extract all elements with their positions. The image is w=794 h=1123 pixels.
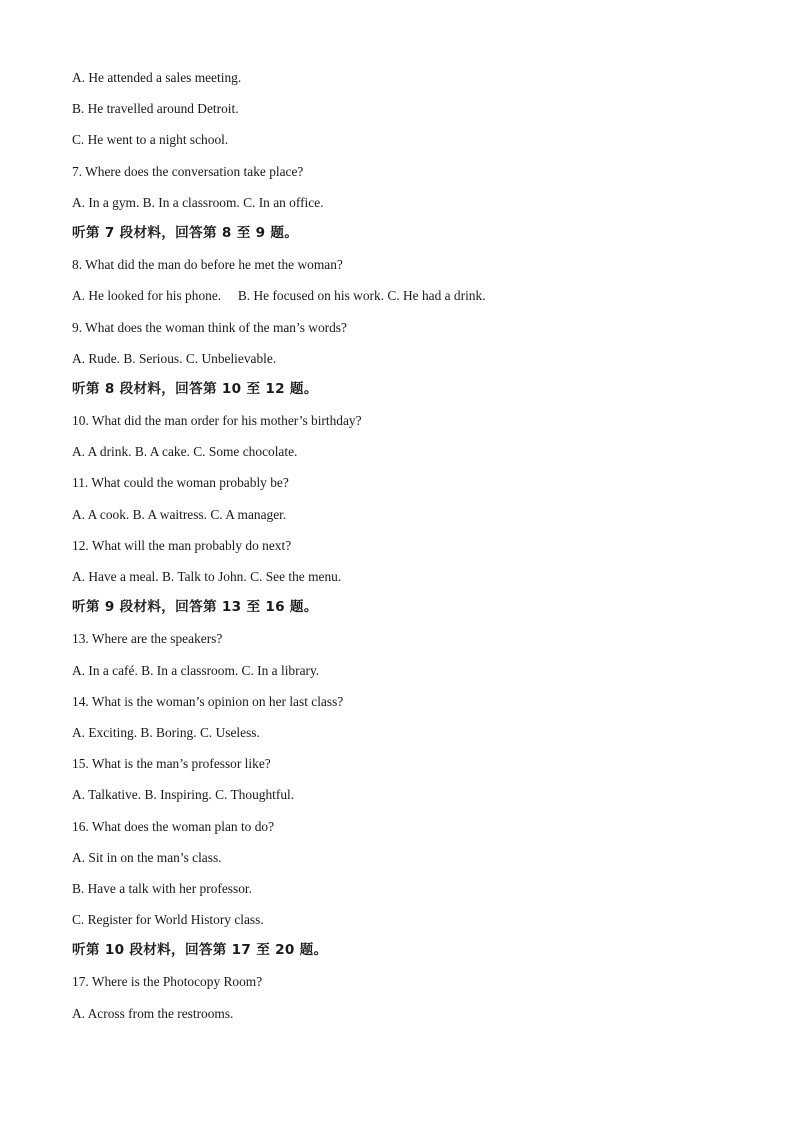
answer-option-line: A. In a gym. B. In a classroom. C. In an office.: [72, 194, 324, 210]
answer-option-line: A. Have a meal. B. Talk to John. C. See the menu.: [72, 569, 342, 584]
answer-option-line: A. He looked for his phone. B. He focused on his work. C. He had a drink.: [72, 288, 486, 304]
answer-option-line: C. He went to a night school.: [72, 132, 229, 148]
section-heading: 听第 8 段材料，回答第 10 至 12 题。: [72, 380, 318, 397]
question-text: 12. What will the man probably do next?: [72, 537, 292, 553]
answer-option-line: A. A drink. B. A cake. C. Some chocolate.: [72, 444, 298, 460]
question-text: 14. What is the woman’s opinion on her last class?: [72, 693, 344, 709]
question-text: 13. Where are the speakers?: [72, 631, 223, 647]
question-text: 10. What did the man order for his mother’s birthday?: [72, 413, 362, 429]
answer-option-line: A. Talkative. B. Inspiring. C. Thoughtful.: [72, 787, 295, 803]
answer-option-line: C. Register for World History class.: [72, 912, 264, 928]
document-page: [72, 62, 732, 1029]
answer-option-line: A. In a café. B. In a classroom. C. In a library.: [72, 662, 320, 678]
question-text: 15. What is the man’s professor like?: [72, 756, 271, 772]
section-heading: 听第 10 段材料，回答第 17 至 20 题。: [72, 942, 328, 959]
question-text: 16. What does the woman plan to do?: [72, 818, 275, 834]
question-text: 7. Where does the conversation take place?: [72, 163, 304, 179]
answer-option-line: A. A cook. B. A waitress. C. A manager.: [72, 506, 287, 522]
question-text: 8. What did the man do before he met the woman?: [72, 257, 343, 273]
question-text: 9. What does the woman think of the man’s words?: [72, 319, 347, 335]
answer-option-line: B. He travelled around Detroit.: [72, 101, 239, 117]
question-text: 17. Where is the Photocopy Room?: [72, 974, 263, 990]
answer-option-line: A. Across from the restrooms.: [72, 1005, 234, 1021]
question-text: 11. What could the woman probably be?: [72, 475, 289, 491]
answer-option-line: B. Have a talk with her professor.: [72, 880, 252, 896]
section-heading: 听第 7 段材料，回答第 8 至 9 题。: [72, 224, 299, 241]
answer-option-line: A. Sit in on the man’s class.: [72, 849, 222, 865]
answer-option-line: A. Exciting. B. Boring. C. Useless.: [72, 724, 260, 740]
answer-option-line: A. He attended a sales meeting.: [72, 70, 242, 85]
answer-option-line: A. Rude. B. Serious. C. Unbelievable.: [72, 350, 277, 366]
section-heading: 听第 9 段材料，回答第 13 至 16 题。: [72, 599, 318, 616]
